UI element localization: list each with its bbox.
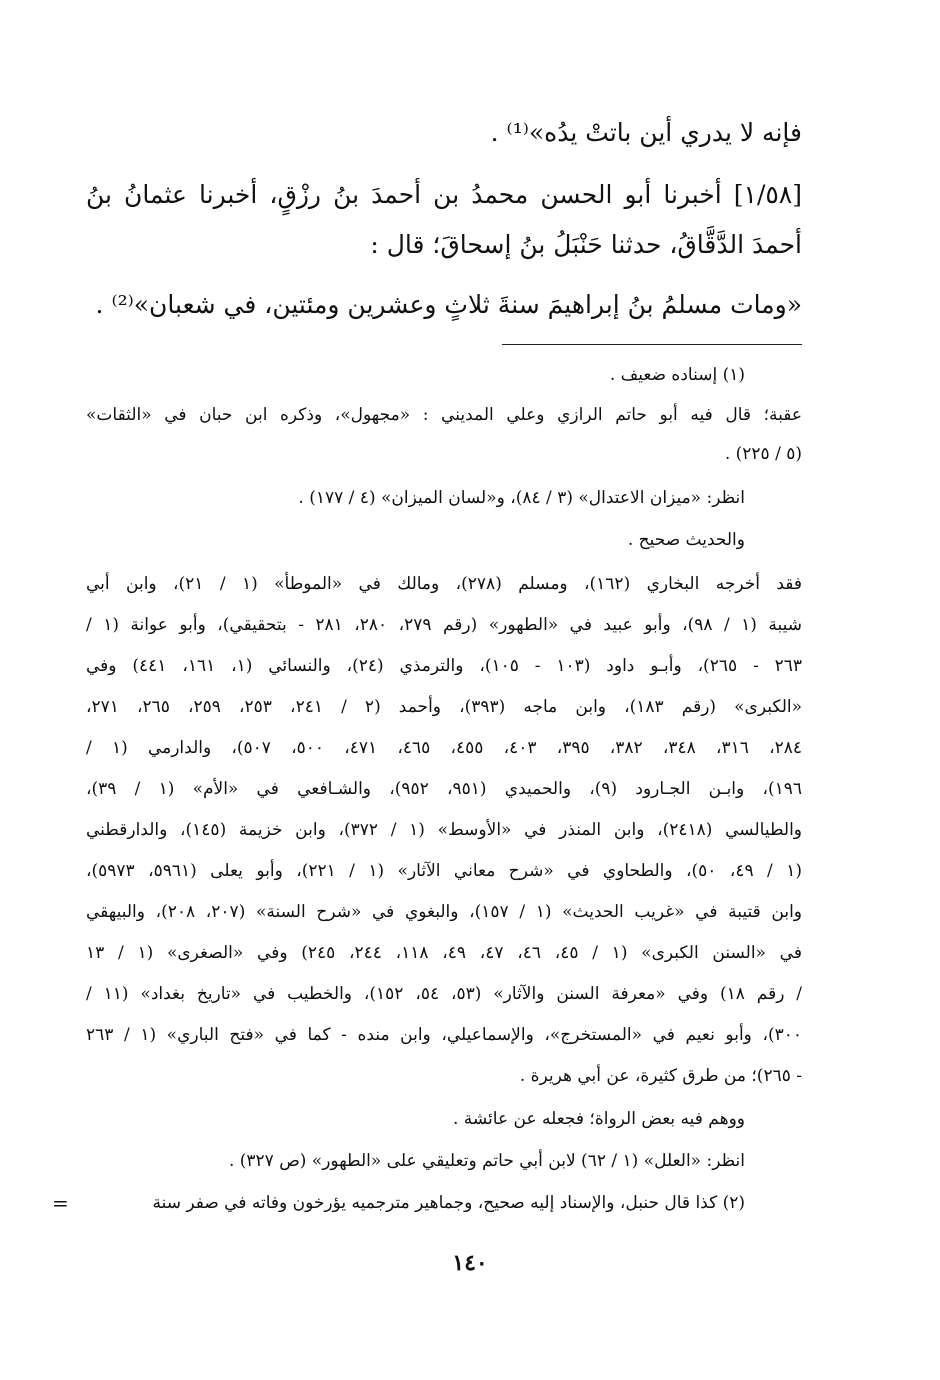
hadith-isnad-line-2: أحمدَ الدَّقَّاقُ، حدثنا حَنْبَلُ بنُ إسحاقَ؛ قال : (370, 230, 802, 259)
footnote-line: (٥ / ٢٢٥) . (724, 444, 802, 464)
footnote-line: انظر: «العلل» (١ / ٦٢) لابن أبي حاتم وتعليقي على «الطهور» (ص ٣٢٧) . (228, 1151, 745, 1171)
footnote-line: «الكبرى» (رقم ١٨٣)، وابن ماجه (٣٩٣)، وأحمد (٢ / ٢٤١، ٢٥٣، ٢٥٩، ٢٦٥، ٢٧١، (86, 697, 803, 717)
footnote-line: شيبة (١ / ٩٨)، وأبو عبيد في «الطهور» (رقم ٢٧٩، ٢٨٠، ٢٨١ - بتحقيقي)، وأبو عوانة (١ / (86, 615, 803, 635)
footnote-line: (١ / ٤٩، ٥٠)، والطحاوي في «شرح معاني الآثار» (١ / ٢٢١)، وأبو يعلى (٥٩٦١، ٥٩٧٣)، (86, 861, 802, 881)
footnote-line: عقبة؛ قال فيه أبو حاتم الرازي وعلي المديني : «مجهول»، وذكره ابن حبان في «الثقات» (86, 405, 802, 425)
footnote-line: انظر: «ميزان الاعتدال» (٣ / ٨٤)، و«لسان الميزان» (٤ / ١٧٧) . (298, 488, 745, 508)
page-number: ١٤٠ (452, 1250, 488, 1276)
footnote-line: ٢٨٤، ٣١٦، ٣٤٨، ٣٨٢، ٣٩٥، ٤٠٣، ٤٥٥، ٤٦٥، ٤٧١، ٥٠٠، ٥٠٧)، والدارمي (١ / (86, 738, 803, 758)
footnote-line: في «السنن الكبرى» (١ / ٤٥، ٤٦، ٤٧، ٤٩، ١١٨، ٢٤٤، ٢٤٥) وفي «الصغرى» (١ / ١٣ (86, 943, 802, 963)
footnote-line: وابن قتيبة في «غريب الحديث» (١ / ١٥٧)، والبغوي في «شرح السنة» (٢٠٧، ٢٠٨)، والبيهقي (86, 902, 803, 922)
footnote-line: / رقم ١٨) وفي «معرفة السنن والآثار» (٥٣، ٥٤، ١٥٢)، والخطيب في «تاريخ بغداد» (١١ / (86, 984, 803, 1004)
hadith-isnad-line-1: [١/٥٨] أخبرنا أبو الحسن محمدُ بن أحمدَ بنُ رزْقٍ، أخبرنا عثمانُ بنُ (86, 180, 802, 209)
footnote-line: ١٩٦)، وابـن الجـارود (٩)، والحميدي (٩٥١، ٩٥٢)، والشـافعي في «الأم» (١ / ٣٩)، (86, 779, 802, 799)
footnote-line: فقد أخرجه البخاري (١٦٢)، ومسلم (٢٧٨)، ومالك في «الموطأ» (١ / ٢١)، وابن أبي (86, 574, 802, 594)
main-text-line-1: فإنه لا يدري أين باتتْ يدُه»⁽¹⁾ . (490, 118, 802, 147)
footnote-line: والطيالسي (٢٤١٨)، وابن المنذر في «الأوسط» (١ / ٣٧٢)، وابن خزيمة (١٤٥)، والدارقطني (86, 820, 803, 840)
continuation-mark: = (52, 1191, 69, 1215)
footnote-line: ٢٦٣ - ٢٦٥)، وأبـو داود (١٠٣ - ١٠٥)، والترمذي (٢٤)، والنسائي (١، ١٦١، ٤٤١) وفي (86, 656, 803, 676)
footnote-2-line: (٢) كذا قال حنبل، والإسناد إليه صحيح، وجماهير مترجميه يؤرخون وفاته في صفر سنة (152, 1193, 745, 1213)
footnote-1-heading: (١) إسناده ضعيف . (609, 365, 745, 385)
footnote-separator (502, 344, 802, 345)
footnote-line: ووهم فيه بعض الرواة؛ فجعله عن عائشة . (452, 1109, 745, 1129)
footnote-line: والحديث صحيح . (627, 530, 745, 550)
hadith-text: «ومات مسلمُ بنُ إبراهيمَ سنةَ ثلاثٍ وعشرين ومئتين، في شعبان»⁽²⁾ . (95, 290, 802, 319)
footnote-line: ٣٠٠)، وأبو نعيم في «المستخرج»، والإسماعيلي، وابن منده - كما في «فتح الباري» (١ / ٢٦٣ (86, 1025, 802, 1045)
footnote-line: - ٢٦٥)؛ من طرق كثيرة، عن أبي هريرة . (519, 1066, 802, 1086)
